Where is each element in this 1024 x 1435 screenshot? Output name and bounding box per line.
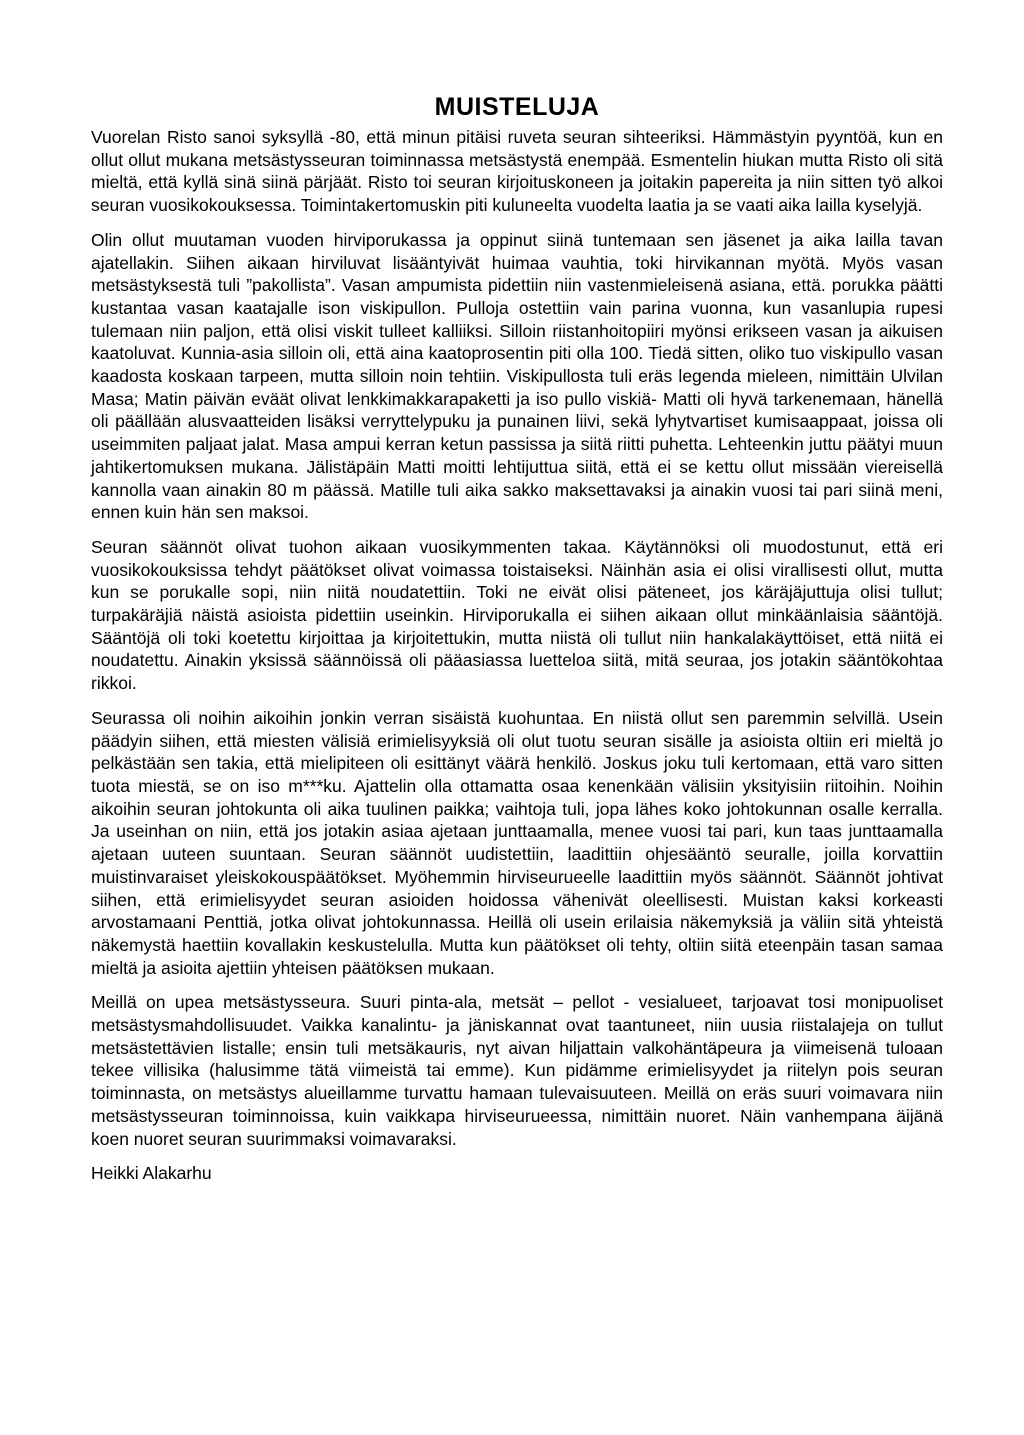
paragraph-1: Vuorelan Risto sanoi syksyllä -80, että minun pitäisi ruveta seuran sihteeriksi. Hämmästyin pyyntöä, kun en ollut ollut mukana metsästysseuran toiminnassa metsästystä enempää. Esmentelin hiukan mutta Risto oli sitä mieltä, että kyllä sinä siinä pärjäät. Risto toi seuran kirjoituskoneen ja joitakin papereita ja niin sitten työ alkoi seuran vuosikokouksessa. Toimintakertomuskin piti kuluneelta vuodelta laatia ja se vaati aika lailla kyselyjä. <box>91 127 943 216</box>
paragraph-2: Olin ollut muutaman vuoden hirviporukassa ja oppinut siinä tuntemaan sen jäsenet ja aika lailla tavan ajatellakin. Siihen aikaan hirviluvat lisääntyivät huimaa vauhtia, toki hirvikannan myötä. Myös vasan metsästyksestä tuli ”pakollista”. Vasan ampumista pidettiin niin vastenmieleisenä asiana, että. porukka päätti kustantaa vasan kaatajalle ison viskipullon. Pulloja ostettiin vain parina vuonna, kun vasanlupia rupesi tulemaan niin paljon, että olisi viskit tulleet kalliiksi. Silloin riistanhoitopiiri myönsi erikseen vasan ja aikuisen kaatoluvat. Kunnia-asia silloin oli, että aina kaatoprosentin piti olla 100. Tiedä sitten, oliko tuo viskipullo vasan kaadosta koskaan tarpeen, mutta silloin noin tehtiin. Viskipullosta tuli eräs legenda mieleen, nimittäin Ulvilan Masa; Matin päivän eväät olivat lenkkimakkarapaketti ja iso pullo viskiä- Matti oli hyvä tarkenemaan, hänellä oli päällään alusvaatteiden lisäksi verryttelypuku ja punainen liivi, sekä lyhytvartiset kumisaappaat, joissa oli useimmiten paljaat jalat. Masa ampui kerran ketun passissa ja siitä riitti puhetta. Lehteenkin juttu päätyi muun jahtikertomuksen mukana. Jälistäpäin Matti moitti lehtijuttua siitä, että ei se kettu ollut missään viereisellä kannolla vaan ainakin 80 m päässä. Matille tuli aika sakko maksettavaksi ja ainakin vuosi tai pari siinä meni, ennen kuin hän sen maksoi. <box>91 229 943 523</box>
document-title: MUISTELUJA <box>434 93 600 121</box>
paragraph-5: Meillä on upea metsästysseura. Suuri pinta-ala, metsät – pellot - vesialueet, tarjoavat tosi monipuoliset metsästysmahdollisuudet. Vaikka kanalintu- ja jäniskannat ovat taantuneet, niin uusia riistalajeja on tullut metsästettävien listalle; ensin tuli metsäkauris, nyt aivan hiljattain valkohäntäpeura ja viimeisenä tuloaan tekee villisika (halusimme tätä viimeistä tai emme). Kun pidämme erimielisyydet ja riitelyn pois seuran toiminnasta, on metsästys alueillamme turvattu hamaan tulevaisuuteen. Meillä on eräs suuri voimavara niin metsästysseuran toiminnoissa, kuin vaikkapa hirviseurueessa, nimittäin nuoret. Näin vanhempana äijänä koen nuoret seuran suurimmaksi voimavaraksi. <box>91 992 943 1149</box>
paragraph-3: Seuran säännöt olivat tuohon aikaan vuosikymmenten takaa. Käytännöksi oli muodostunut, että eri vuosikokouksissa tehdyt päätökset olivat voimassa toistaiseksi. Näinhän asia ei olisi virallisesti ollut, mutta kun se porukalle sopi, niin niitä noudatettiin. Toki ne eivät olisi päteneet, jos käräjäjuttuja olisi tullut; turpakäräjiä näistä asioista pidettiin useinkin. Hirviporukalla ei siihen aikaan ollut minkäänlaisia sääntöjä. Sääntöjä oli toki koetettu kirjoittaa ja kirjoitettukin, mutta niistä oli tullut niin hankalakäyttöiset, että niitä ei noudatettu. Ainakin yksissä säännöissä oli pääasiassa luetteloa siitä, mitä seuraa, jos jotakin sääntökohtaa rikkoi. <box>91 536 943 694</box>
document-page <box>91 92 943 1185</box>
author-signature: Heikki Alakarhu <box>91 1163 212 1184</box>
paragraph-4: Seurassa oli noihin aikoihin jonkin verran sisäistä kuohuntaa. En niistä ollut sen paremmin selvillä. Usein päädyin siihen, että miesten välisiä erimielisyyksiä oli olut tuotu seuran sisälle ja asioista oltiin eri mieltä jo pelkästään sen takia, että mielipiteen oli esittänyt väärä henkilö. Joskus joku tuli kertomaan, että varo sitten tuota miestä, se on iso m***ku. Ajattelin olla ottamatta osaa kenenkään välisiin yksityisiin riitoihin. Noihin aikoihin seuran johtokunta oli aika tuulinen paikka; vaihtoja tuli, jopa lähes koko johtokunnan osalle kerralla. Ja useinhan on niin, että jos jotakin asiaa ajetaan junttaamalla, menee vuosi tai pari, kun taas junttaamalla ajetaan uuteen suuntaan. Seuran säännöt uudistettiin, laadittiin ohjesääntö seuralle, joilla korvattiin muistinvaraiset yleiskokouspäätökset. Myöhemmin hirviseurueelle laadittiin myös säännöt. Säännöt johtivat siihen, että erimielisyydet seuran asioiden hoidossa vähenivät oleellisesti. Muistan kaksi korkeasti arvostamaani Penttiä, jotka olivat johtokunnassa. Heillä oli usein erilaisia näkemyksiä ja väliin sitä yhteistä näkemystä haettiin kovallakin keskustelulla. Mutta kun päätökset oli tehty, oltiin siitä eteenpäin tasan samaa mieltä ja asioita ajettiin yhteisen päätöksen mukaan. <box>91 707 943 978</box>
